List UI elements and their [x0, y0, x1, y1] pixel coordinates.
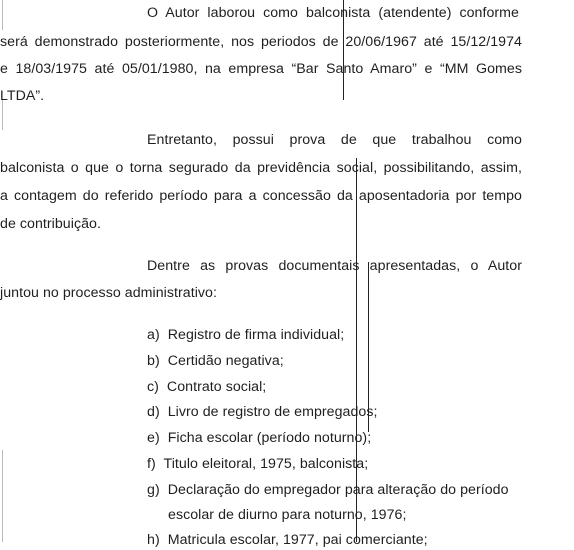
list-item-g: [147, 480, 523, 500]
paragraph-2-line-1: Entretanto, possui prova de que trabalhou como: [147, 132, 522, 148]
list-item-b: [147, 351, 284, 371]
list-marker: c): [147, 379, 159, 395]
list-item-a: [147, 325, 344, 345]
paragraph-2-line-2: balconista o que o torna segurado da previdência social, possibilitando, assim,: [0, 160, 522, 176]
paragraph-2-line-3: a contagem do referido período para a concessão da aposentadoria por tempo: [0, 188, 522, 204]
list-marker: a): [147, 327, 160, 343]
list-text: Titulo eleitoral, 1975, balconista;: [163, 456, 369, 472]
margin-mark: [2, 450, 3, 542]
list-text: Declaração do empregador para alteração do período: [167, 482, 509, 498]
list-text: Registro de firma individual;: [167, 327, 345, 343]
paragraph-1-line-1: O Autor laborou como balconista (atendente) conforme: [147, 5, 519, 21]
list-item-c: [147, 377, 266, 397]
paragraph-1-line-4: LTDA”.: [0, 88, 45, 104]
list-item-f: [147, 454, 368, 474]
list-text: Livro de registro de empregados;: [167, 404, 378, 420]
list-item-g-continuation: escolar de diurno para noturno, 1976;: [168, 507, 407, 523]
list-text: Matricula escolar, 1977, pai comerciante;: [167, 532, 428, 548]
list-marker: d): [147, 404, 160, 420]
paragraph-1-line-2: será demonstrado posteriormente, nos periodos de 20/06/1967 até 15/12/1974: [0, 34, 522, 50]
margin-mark: [2, 0, 3, 30]
list-item-d: [147, 402, 378, 422]
paragraph-3-line-2: juntou no processo administrativo:: [0, 285, 217, 301]
list-marker: g): [147, 482, 160, 498]
list-marker: f): [147, 456, 156, 472]
list-text: Contrato social;: [166, 379, 267, 395]
list-marker: h): [147, 532, 160, 548]
list-marker: b): [147, 353, 160, 369]
paragraph-1-line-3: e 18/03/1975 até 05/01/1980, na empresa “Bar Santo Amaro” e “MM Gomes: [0, 61, 522, 77]
list-text: Certidão negativa;: [167, 353, 284, 369]
list-item-e: [147, 428, 371, 448]
paragraph-2-line-4: de contribuição.: [0, 216, 101, 232]
list-marker: e): [147, 430, 160, 446]
paragraph-3-line-1: Dentre as provas documentais apresentadas, o Autor: [147, 258, 522, 274]
list-item-h: [147, 530, 428, 550]
list-text: Ficha escolar (período noturno);: [167, 430, 372, 446]
